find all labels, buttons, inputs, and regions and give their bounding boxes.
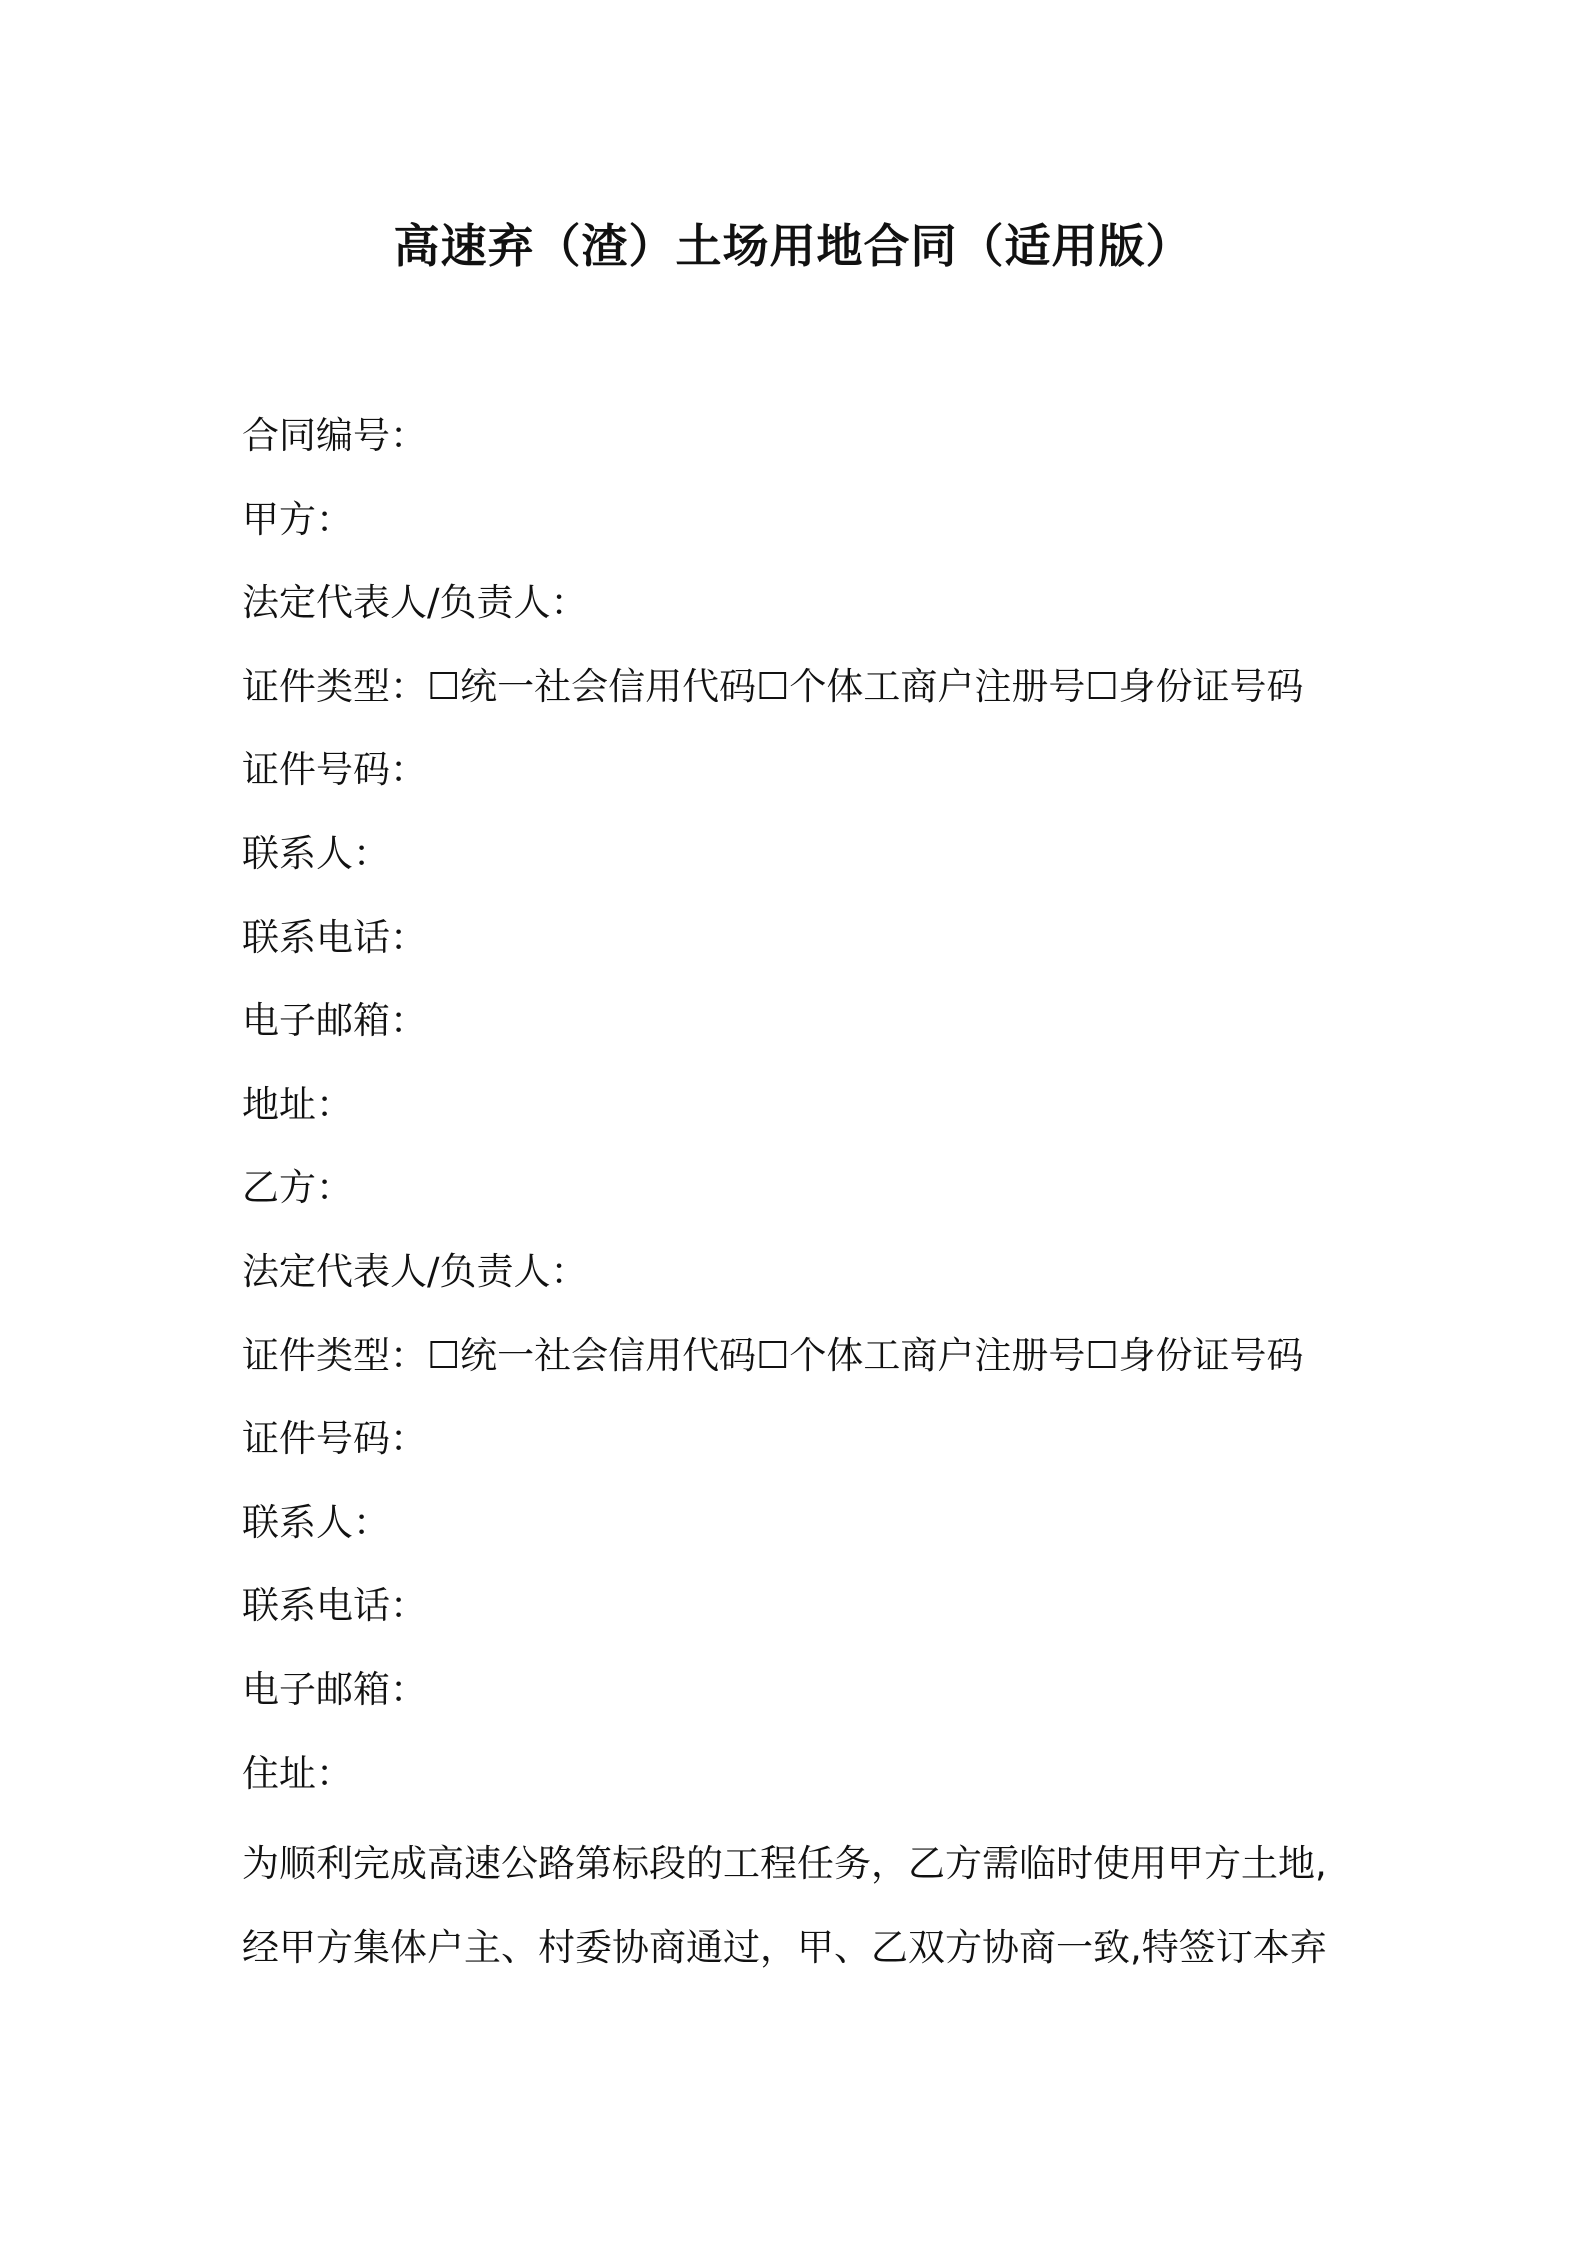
party-b-field (242, 1156, 1362, 1240)
field-label: 证件号码： (242, 748, 427, 792)
field-label: 证件号码： (242, 1417, 427, 1461)
party-a-email-field (242, 989, 1362, 1073)
party-b-id-type-field (242, 1324, 1362, 1408)
party-b-phone-field (242, 1574, 1362, 1658)
field-label: 住址： (242, 1751, 353, 1795)
party-b-email-field (242, 1658, 1362, 1742)
party-a-contact-field (242, 822, 1362, 906)
field-label: 证件类型： (242, 664, 427, 708)
field-label: 证件类型： (242, 1333, 427, 1377)
field-label: 联系电话： (242, 915, 427, 959)
party-a-id-type-field (242, 655, 1362, 739)
field-label: 甲方： (242, 497, 353, 541)
party-b-contact-field (242, 1491, 1362, 1575)
field-label: 电子邮箱： (242, 999, 427, 1043)
party-a-id-number-field (242, 738, 1362, 822)
party-a-legal-rep-field (242, 571, 1362, 655)
id-type-checkbox-options: ☐统一社会信用代码☐个体工商户注册号☐身份证号码 (427, 664, 1304, 708)
field-label: 法定代表人/负责人： (242, 1249, 588, 1293)
party-b-legal-rep-field (242, 1240, 1362, 1324)
paragraph-line: 为顺利完成高速公路第标段的工程任务，乙方需临时使用甲方土地, (242, 1842, 1327, 1885)
party-a-address-field (242, 1073, 1362, 1157)
field-label: 联系人： (242, 1500, 390, 1544)
field-label: 联系电话： (242, 1584, 427, 1628)
party-b-id-number-field (242, 1407, 1362, 1491)
id-type-checkbox-options: ☐统一社会信用代码☐个体工商户注册号☐身份证号码 (427, 1333, 1304, 1377)
preamble-paragraph (242, 1822, 1362, 1990)
field-label: 乙方： (242, 1166, 353, 1210)
contract-number-field (242, 404, 1362, 488)
party-a-field (242, 488, 1362, 572)
field-label: 地址： (242, 1082, 353, 1126)
field-label: 电子邮箱： (242, 1667, 427, 1711)
field-label: 法定代表人/负责人： (242, 581, 588, 625)
field-label: 合同编号： (242, 414, 427, 457)
party-b-residence-field (242, 1742, 1362, 1826)
field-label: 联系人： (242, 831, 390, 875)
paragraph-line: 经甲方集体户主、村委协商通过，甲、乙双方协商一致,特签订本弃 (242, 1926, 1327, 1969)
document-title: 高速弃（渣）土场用地合同（适用版） (393, 219, 1193, 273)
party-info-fields (242, 404, 1362, 1825)
party-a-phone-field (242, 906, 1362, 990)
